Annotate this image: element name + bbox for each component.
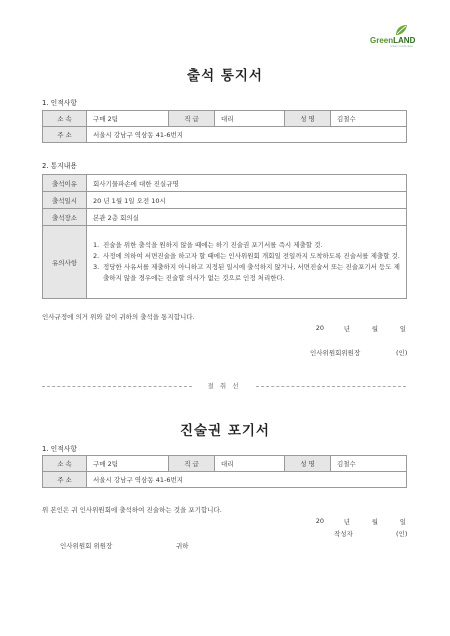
address-label: 주 소 <box>43 472 87 488</box>
name-label: 성 명 <box>285 456 331 472</box>
note-text: 정당한 사유서를 제출하지 아니하고 지정된 일시에 출석하지 않거나, 서면진술서 또는 진술포기서 등도 제출하지 않을 경우에는 진술할 의사가 없는 것으로 인정 처리한다. <box>103 263 400 282</box>
affiliation-value: 구매 2팀 <box>87 111 169 127</box>
name-value: 김철수 <box>331 111 407 127</box>
waiver-seal: (인) <box>396 530 408 538</box>
datetime-value: 20 년 1월 1일 오전 10시 <box>87 192 407 209</box>
table-row <box>43 127 407 143</box>
table-row <box>43 472 407 488</box>
rank-value: 대리 <box>215 456 285 472</box>
waiver-statement: 위 본인은 귀 인사위원회에 출석하여 진술하는 것을 포기합니다. <box>42 506 222 514</box>
logo-land: LAND <box>393 36 416 45</box>
date-year: 년 <box>343 325 350 333</box>
list-item <box>93 251 400 262</box>
affiliation-label: 소 속 <box>43 111 87 127</box>
notice-section-personal: 1. 인적사항 <box>42 99 77 107</box>
note-text: 사정에 의하여 서면진술을 하고자 할 때에는 인사위원회 개회일 전일까지 도착하도록 진술서를 제출할 것. <box>103 252 400 260</box>
notice-personal-table <box>42 110 407 143</box>
note-number: 2. <box>93 252 100 260</box>
list-item <box>93 240 400 251</box>
date-month: 월 <box>371 325 378 333</box>
address-value: 서울시 강남구 역삼동 41-6번지 <box>87 127 407 143</box>
cut-line-label: 절 취 선 <box>207 382 241 390</box>
notice-statement: 인사규정에 의거 위와 같이 귀하의 출석을 통지합니다. <box>42 313 195 321</box>
date-day: 일 <box>399 325 406 333</box>
notice-title: 출석 통지서 <box>187 68 263 84</box>
waiver-date <box>316 517 406 526</box>
note-text: 진술을 위한 출석을 원하지 않을 때에는 하기 진술권 포기서를 즉시 제출할 것. <box>103 241 323 249</box>
leaf-icon <box>394 24 408 36</box>
reason-value: 회사기물파손에 대한 진실규명 <box>87 175 407 192</box>
notes-list <box>93 237 400 287</box>
address-label: 주 소 <box>43 127 87 143</box>
cut-dash-right <box>256 386 406 387</box>
greenland-logo <box>370 24 432 50</box>
list-item <box>93 262 400 284</box>
date-year-prefix: 20 <box>315 517 324 525</box>
reason-label: 출석이유 <box>43 175 87 192</box>
cut-line <box>42 381 406 391</box>
note-number: 3. <box>93 263 100 271</box>
logo-green: Green <box>370 36 394 45</box>
notice-signer: 인사위원회위원장 <box>310 349 361 357</box>
date-day: 일 <box>399 518 406 526</box>
name-label: 성 명 <box>285 111 331 127</box>
logo-wordmark <box>370 36 415 45</box>
address-value: 서울시 강남구 역삼동 41-6번지 <box>87 472 407 488</box>
waiver-title: 진술권 포기서 <box>180 423 270 439</box>
logo-tagline: Green Landscape <box>390 45 413 48</box>
table-row <box>43 226 407 299</box>
waiver-honorific: 귀하 <box>176 542 189 550</box>
table-row <box>43 111 407 127</box>
name-value: 김철수 <box>331 456 407 472</box>
notice-content-table <box>42 174 407 299</box>
place-label: 출석장소 <box>43 209 87 226</box>
waiver-section-personal: 1. 인적사항 <box>42 445 77 453</box>
datetime-label: 출석일시 <box>43 192 87 209</box>
rank-value: 대리 <box>215 111 285 127</box>
date-year: 년 <box>343 518 350 526</box>
rank-label: 직 급 <box>169 111 215 127</box>
note-number: 1. <box>93 241 100 249</box>
date-month: 월 <box>371 518 378 526</box>
notes-label: 유의사항 <box>43 226 87 299</box>
table-row <box>43 175 407 192</box>
notice-seal: (인) <box>396 349 408 357</box>
notice-date <box>316 324 406 333</box>
rank-label: 직 급 <box>169 456 215 472</box>
table-row <box>43 209 407 226</box>
date-year-prefix: 20 <box>315 324 324 332</box>
table-row <box>43 456 407 472</box>
notes-cell <box>87 226 407 299</box>
waiver-recipient: 인사위원회 위원장 <box>60 542 113 550</box>
table-row <box>43 192 407 209</box>
place-value: 본관 2층 회의실 <box>87 209 407 226</box>
waiver-personal-table <box>42 455 407 488</box>
waiver-author-label: 작성자 <box>334 530 353 538</box>
notice-section-content: 2. 통지내용 <box>42 162 77 170</box>
affiliation-label: 소 속 <box>43 456 87 472</box>
affiliation-value: 구매 2팀 <box>87 456 169 472</box>
